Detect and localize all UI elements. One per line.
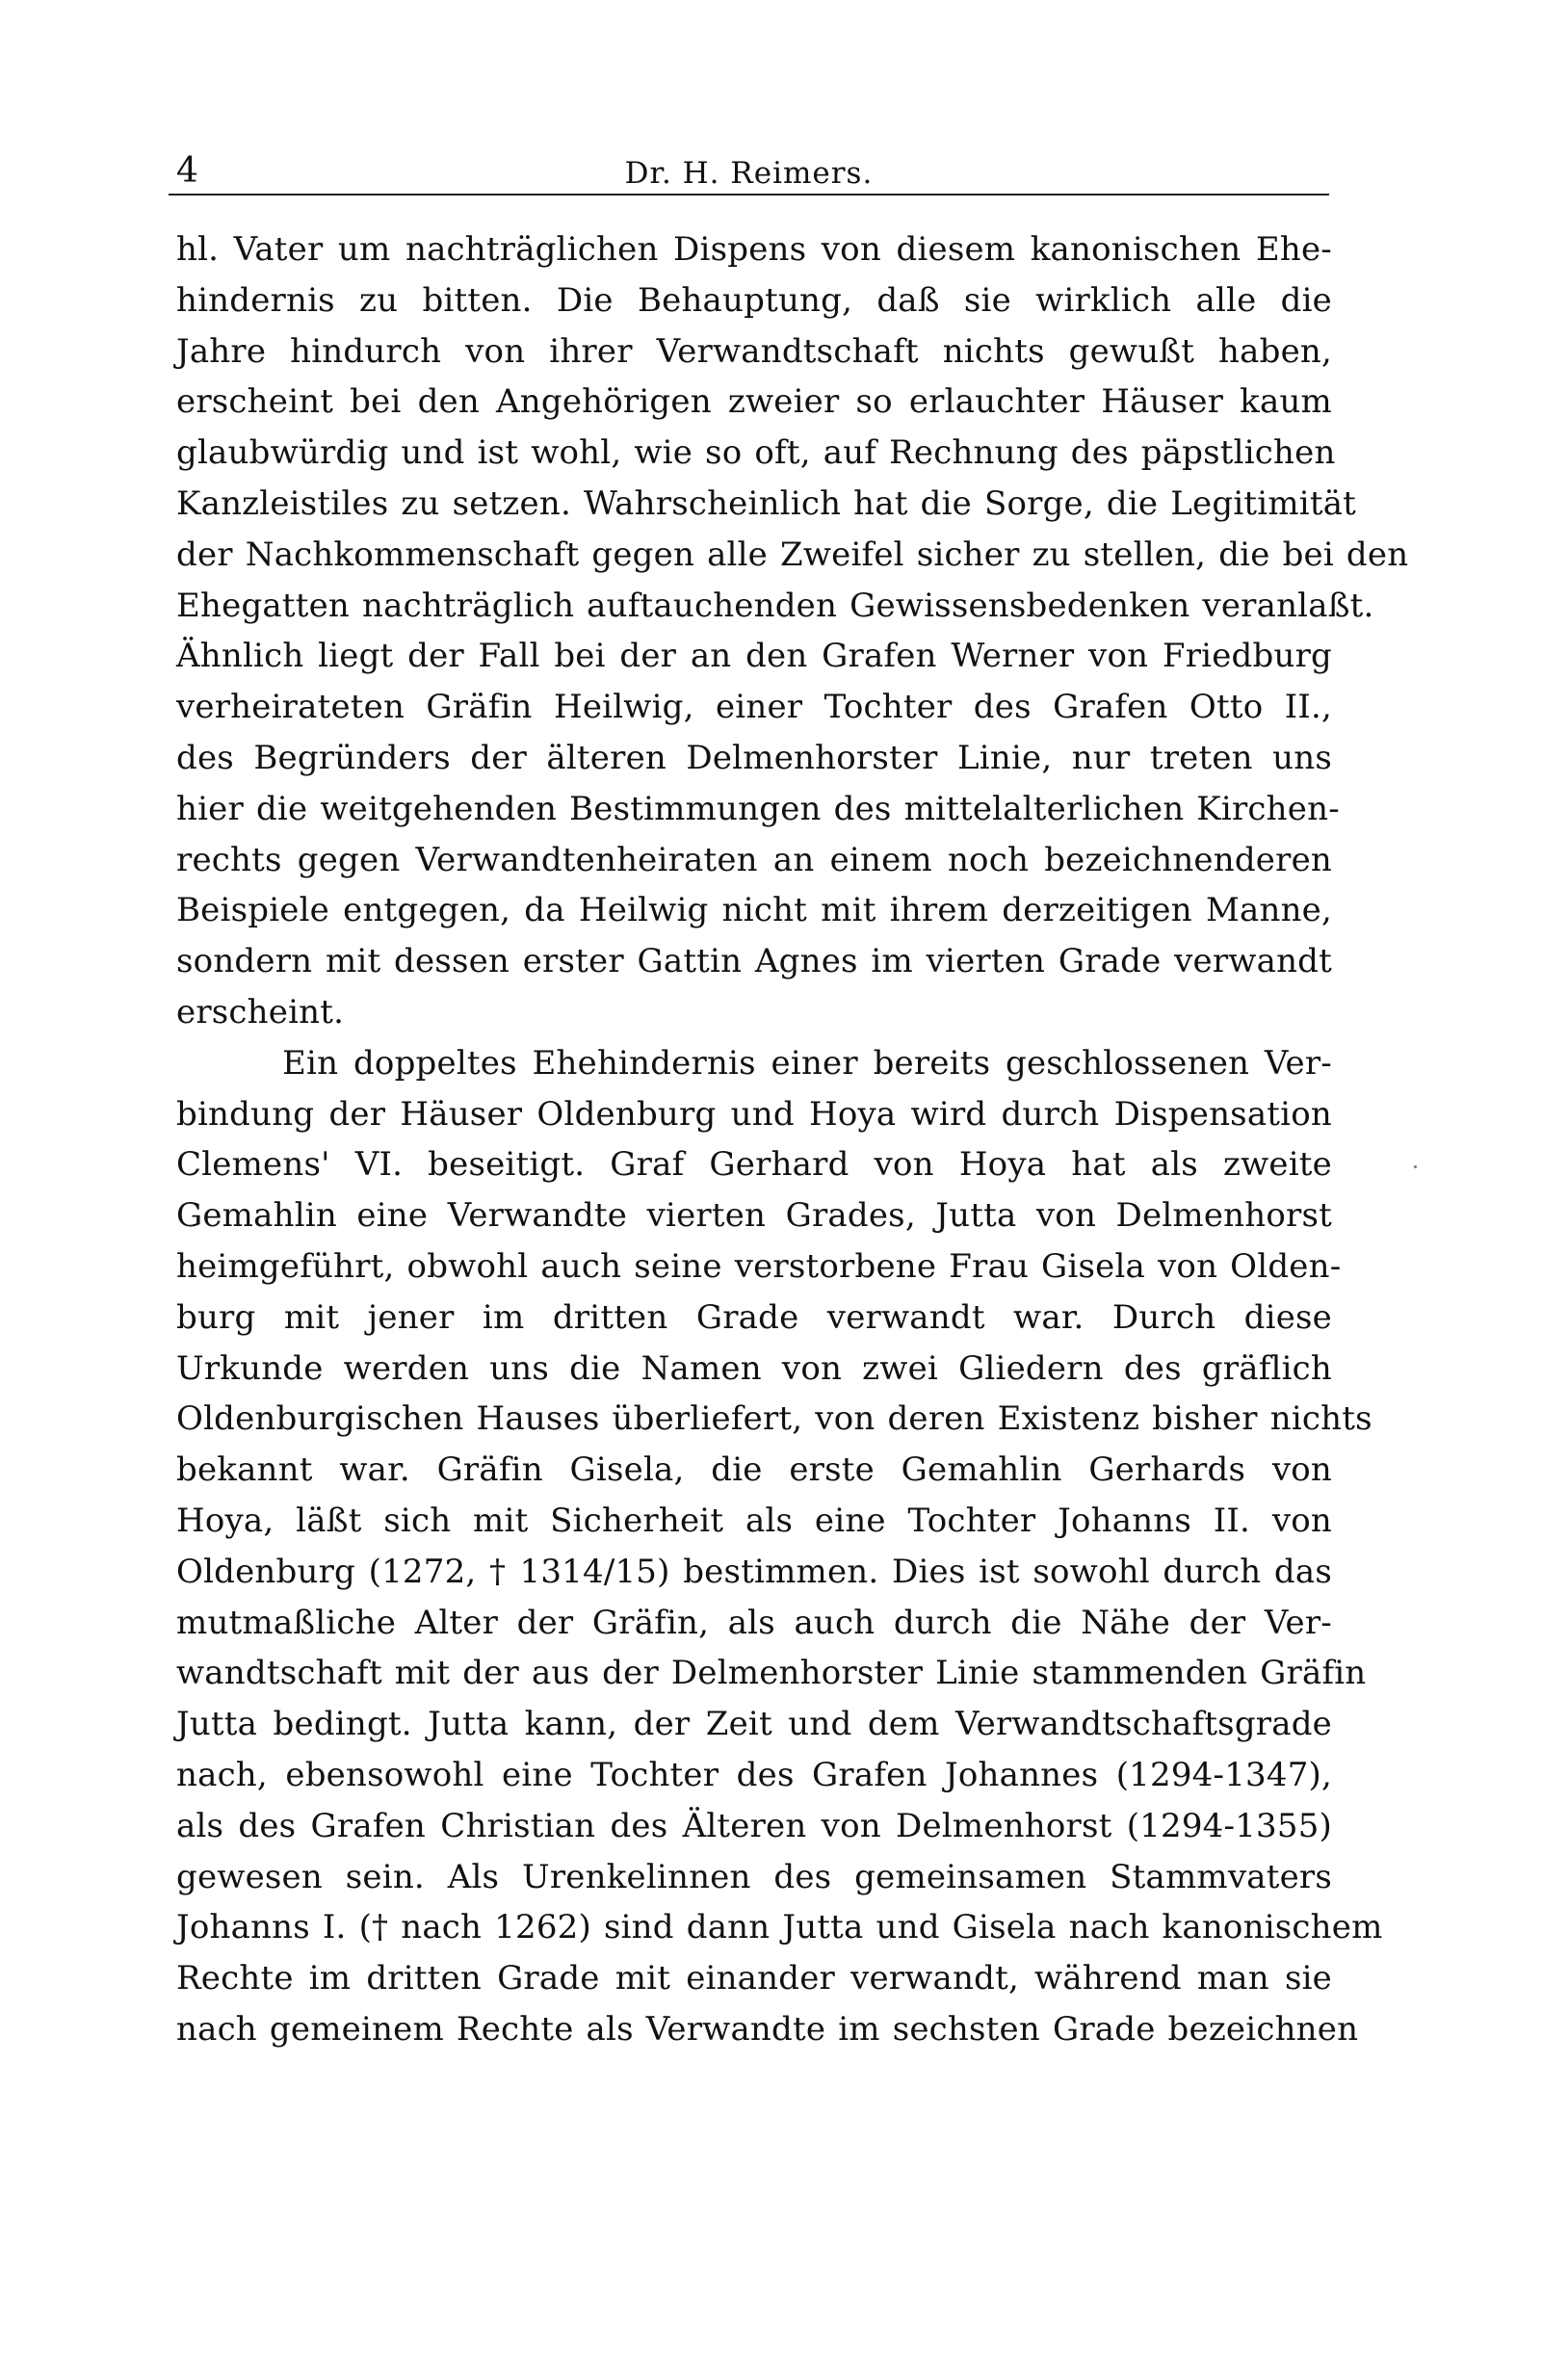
page-number: 4 [176, 151, 198, 191]
text-line: nach, ebensowohl eine Tochter des Grafen Johannes (1294-1347), [176, 1755, 1332, 1794]
text-line: Rechte im dritten Grade mit einander verwandt, während man sie [176, 1959, 1332, 1998]
text-line: hl. Vater um nachträglichen Dispens von diesem kanonischen Ehe- [176, 230, 1332, 269]
text-line: mutmaßliche Alter der Gräfin, als auch durch die Nähe der Ver- [176, 1603, 1332, 1642]
text-line: Ähnlich liegt der Fall bei der an den Grafen Werner von Friedburg [176, 637, 1332, 676]
text-line: bindung der Häuser Oldenburg und Hoya wird durch Dispensation [176, 1094, 1332, 1134]
text-line: des Begründers der älteren Delmenhorster Linie, nur treten uns [176, 738, 1332, 777]
text-line: glaubwürdig und ist wohl, wie so oft, auf Rechnung des päpstlichen [176, 433, 1336, 473]
text-line: wandtschaft mit der aus der Delmenhorster Linie stammenden Gräfin [176, 1654, 1367, 1693]
text-line: bekannt war. Gräfin Gisela, die erste Gemahlin Gerhards von [176, 1450, 1332, 1490]
text-line: gewesen sein. Als Urenkelinnen des gemeinsamen Stammvaters [176, 1857, 1332, 1896]
text-line: Ehegatten nachträglich auftauchenden Gewissensbedenken veranlaßt. [176, 586, 1374, 625]
text-line: erscheint. [176, 992, 345, 1032]
body-text [176, 224, 1409, 2055]
page-header [169, 135, 1329, 193]
text-line: Clemens' VI. beseitigt. Graf Gerhard von Hoya hat als zweite [176, 1145, 1332, 1185]
text-line: verheirateten Gräfin Heilwig, einer Tochter des Grafen Otto II., [176, 688, 1332, 727]
header-rule [169, 194, 1329, 196]
text-line: Jahre hindurch von ihrer Verwandtschaft nichts gewußt haben, [176, 331, 1332, 371]
text-line: Gemahlin eine Verwandte vierten Grades, Jutta von Delmenhorst [176, 1196, 1332, 1236]
running-head: Dr. H. Reimers. [624, 156, 874, 191]
text-line: der Nachkommenschaft gegen alle Zweifel sicher zu stellen, die bei den [176, 535, 1409, 574]
text-line: erscheint bei den Angehörigen zweier so erlauchter Häuser kaum [176, 382, 1332, 422]
text-line: Urkunde werden uns die Namen von zwei Gliedern des gräflich [176, 1348, 1332, 1388]
text-line: burg mit jener im dritten Grade verwandt war. Durch diese [176, 1297, 1332, 1337]
text-line: heimgeführt, obwohl auch seine verstorbene Frau Gisela von Olden- [176, 1246, 1342, 1286]
text-line: nach gemeinem Rechte als Verwandte im sechsten Grade bezeichnen [176, 2009, 1359, 2049]
text-line: Ein doppeltes Ehehindernis einer bereits geschlossenen Ver- [282, 1043, 1332, 1083]
text-line: hindernis zu bitten. Die Behauptung, daß sie wirklich alle die [176, 280, 1332, 320]
text-line: rechts gegen Verwandtenheiraten an einem noch bezeichnenderen [176, 840, 1332, 879]
paper-speck [1414, 1165, 1417, 1168]
text-line: Oldenburg (1272, † 1314/15) bestimmen. Dies ist sowohl durch das [176, 1552, 1332, 1591]
text-line: Kanzleistiles zu setzen. Wahrscheinlich hat die Sorge, die Legitimität [176, 483, 1357, 523]
text-line: hier die weitgehenden Bestimmungen des mittelalterlichen Kirchen- [176, 789, 1340, 828]
text-line: Beispiele entgegen, da Heilwig nicht mit ihrem derzeitigen Manne, [176, 891, 1332, 930]
text-line: Jutta bedingt. Jutta kann, der Zeit und dem Verwandtschaftsgrade [176, 1705, 1332, 1744]
text-line: Hoya, läßt sich mit Sicherheit als eine Tochter Johanns II. von [176, 1501, 1332, 1540]
text-line: als des Grafen Christian des Älteren von Delmenhorst (1294-1355) [176, 1806, 1332, 1845]
text-line: Oldenburgischen Hauses überliefert, von deren Existenz bisher nichts [176, 1399, 1372, 1439]
text-line: sondern mit dessen erster Gattin Agnes im vierten Grade verwandt [176, 942, 1332, 981]
text-line: Johanns I. († nach 1262) sind dann Jutta und Gisela nach kanonischem [176, 1908, 1383, 1947]
